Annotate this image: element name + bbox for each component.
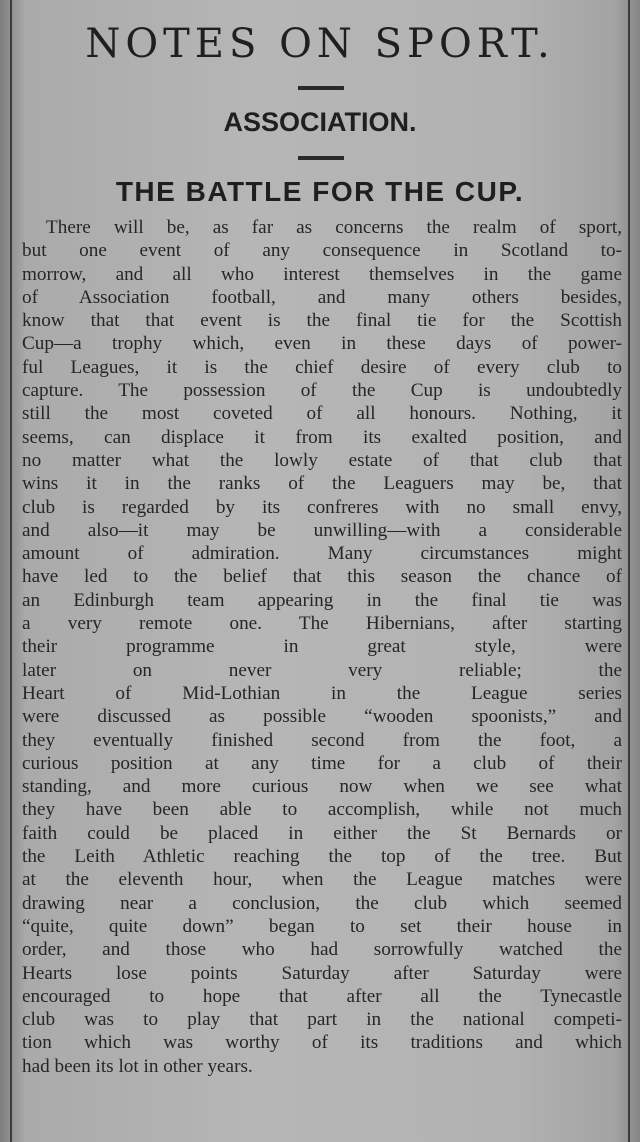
article-line: amount of admiration. Many circumstances might — [22, 543, 622, 565]
article-line: the Leith Athletic reaching the top of the tree. But — [22, 846, 622, 868]
article-line: order, and those who had sorrowfully watched the — [22, 939, 622, 961]
article-line: an Edinburgh team appearing in the final tie was — [22, 589, 622, 611]
article-line: standing, and more curious now when we see what — [22, 776, 622, 798]
article-line: seems, can displace it from its exalted position, and — [22, 426, 622, 448]
article-line: their programme in great style, were — [22, 636, 622, 658]
article-line: “quite, quite down” began to set their house in — [22, 915, 622, 937]
article-line: drawing near a conclusion, the club which seemed — [22, 892, 622, 914]
article-line: There will be, as far as concerns the realm of sport, — [46, 217, 622, 238]
article-line: still the most coveted of all honours. Nothing, it — [22, 403, 622, 425]
article-line: have led to the belief that this season the chance of — [22, 566, 622, 588]
article-line: club is regarded by its confreres with no small envy, — [22, 496, 622, 518]
section-heading: ASSOCIATION. — [223, 107, 417, 137]
page-headline: NOTES ON SPORT. — [85, 21, 555, 67]
article-line: a very remote one. The Hibernians, after starting — [22, 613, 622, 635]
article-line: and also—it may be unwilling—with a considerable — [22, 519, 622, 541]
article-line: of Association football, and many others besides, — [22, 286, 622, 308]
article-line: later on never very reliable; the — [22, 659, 622, 681]
article-line: they have been able to accomplish, while not much — [22, 799, 622, 821]
article-body — [22, 216, 622, 1078]
article-line: Hearts lose points Saturday after Saturday were — [22, 962, 622, 984]
article-line: faith could be placed in either the St Bernards or — [22, 822, 622, 844]
article-line: at the eleventh hour, when the League matches were — [22, 869, 622, 891]
article-line: tion which was worthy of its traditions and which — [22, 1032, 622, 1054]
article-line: curious position at any time for a club of their — [22, 752, 622, 774]
article-line: wins it in the ranks of the Leaguers may be, that — [22, 473, 622, 495]
article-line: encouraged to hope that after all the Tynecastle — [22, 985, 622, 1007]
article-line: but one event of any consequence in Scotland to- — [22, 240, 622, 262]
article-line: Heart of Mid-Lothian in the League series — [22, 682, 622, 704]
article-line: Cup—a trophy which, even in these days of power- — [22, 333, 622, 355]
article-line: had been its lot in other years. — [22, 1055, 253, 1077]
article-line: they eventually finished second from the foot, a — [22, 729, 622, 751]
article-line: know that that event is the final tie for the Scottish — [22, 310, 622, 332]
headline-divider — [298, 86, 344, 90]
section-divider — [298, 156, 344, 160]
article-line: ful Leagues, it is the chief desire of every club to — [22, 356, 622, 378]
article-line: club was to play that part in the national competi- — [22, 1009, 622, 1031]
article-title: THE BATTLE FOR THE CUP. — [115, 176, 525, 207]
article-line: no matter what the lowly estate of that club that — [22, 449, 622, 471]
article-line: were discussed as possible “wooden spoonists,” and — [22, 706, 622, 728]
article-line: capture. The possession of the Cup is undoubtedly — [22, 380, 622, 402]
article-line: morrow, and all who interest themselves in the game — [22, 263, 622, 285]
